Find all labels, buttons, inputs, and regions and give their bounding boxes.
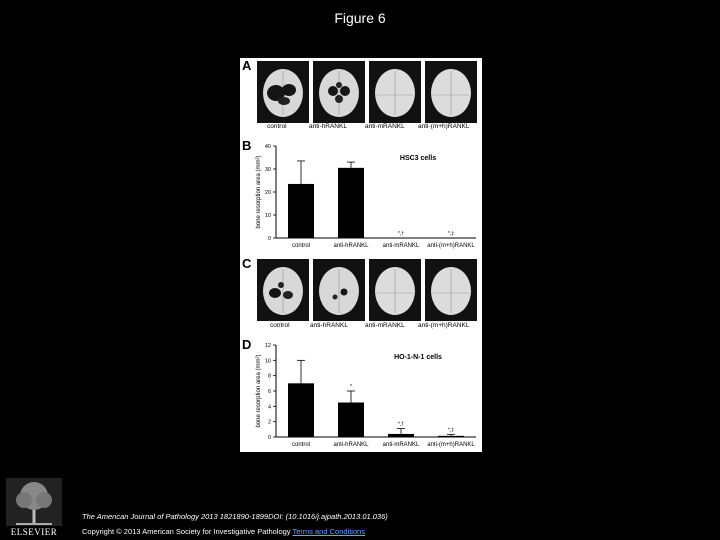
panel-label-b: B [242, 138, 252, 153]
skull-caption-a-4: anti-(m+h)RANKL [418, 123, 470, 130]
skull-images-row-a [257, 61, 479, 123]
y-tick-label: 0 [267, 435, 271, 441]
slide-title: Figure 6 [334, 10, 386, 26]
footer-citation [82, 512, 388, 521]
x-tick-label: anti-mRANKL [382, 243, 420, 249]
skull-image-control [257, 61, 309, 123]
y-tick-label: 10 [264, 358, 271, 365]
y-tick-label: 30 [264, 167, 271, 173]
bar [288, 383, 314, 437]
panel-label-c: C [242, 256, 252, 271]
skull-caption-c-2: anti-hRANKL [310, 322, 348, 329]
bar [388, 434, 414, 437]
bar [288, 184, 314, 238]
significance-mark: *,† [397, 421, 405, 428]
chart-d-svg [240, 337, 482, 452]
skull-caption-a-1: control [267, 123, 287, 130]
bar [338, 168, 364, 238]
significance-mark: *,‡ [447, 427, 455, 434]
y-tick-label: 40 [264, 144, 271, 150]
skull-image-anti-mh-rankl [425, 61, 477, 123]
panel-label-a: A [242, 58, 252, 73]
y-tick-label: 2 [267, 419, 271, 426]
x-tick-label: anti-hRANKL [333, 243, 369, 249]
panel-label-d: D [242, 337, 252, 352]
y-tick-label: 12 [264, 343, 271, 349]
x-tick-label: control [291, 442, 311, 448]
significance-mark: * [350, 384, 352, 390]
skull-caption-a-2: anti-hRANKL [309, 123, 347, 130]
chart-title: HSC3 cells [399, 155, 437, 162]
figure-panel [240, 58, 482, 452]
skull-image-anti-hrankl [313, 61, 365, 123]
y-tick-label: 0 [267, 236, 271, 242]
skull-caption-c-1: control [270, 322, 290, 329]
skull-caption-c-3: anti-mRANKL [365, 322, 405, 329]
skull-image-control [257, 259, 309, 321]
skull-image-anti-mrankl [369, 61, 421, 123]
x-tick-label: anti-(m+h)RANKL [427, 442, 475, 448]
y-tick-label: 20 [264, 190, 271, 196]
x-tick-label: anti-(m+h)RANKL [427, 243, 475, 249]
skull-image-anti-mrankl [369, 259, 421, 321]
chart-b-svg [240, 138, 482, 253]
elsevier-logo-text: ELSEVIER [10, 527, 58, 537]
skull-image-anti-mh-rankl [425, 259, 477, 321]
chart-title: HO-1-N-1 cells [394, 354, 442, 361]
x-tick-label: anti-mRANKL [382, 442, 420, 448]
x-tick-label: control [291, 243, 311, 249]
footer-copyright [82, 527, 365, 536]
significance-mark: *,‡ [447, 231, 455, 237]
footer-citation-text: The American Journal of Pathology 2013 1821890-1899DOI: (10.1016/j.ajpath.2013.01.036) [82, 512, 388, 521]
terms-link[interactable]: Terms and Conditions [292, 527, 366, 536]
y-tick-label: 8 [267, 373, 271, 380]
y-tick-label: 10 [264, 213, 271, 219]
significance-mark: *,† [397, 231, 405, 237]
skull-image-anti-hrankl [313, 259, 365, 321]
skull-images-row-c [257, 259, 479, 321]
bar [338, 403, 364, 438]
bar [438, 436, 464, 437]
y-tick-label: 6 [267, 389, 271, 395]
y-axis-label: bone resorption area (mm²) [256, 354, 262, 428]
y-axis-label: bone resorption area (mm²) [256, 155, 262, 229]
y-tick-label: 4 [267, 404, 271, 411]
footer-copyright-text: Copyright © 2013 American Society for Investigative Pathology [82, 527, 293, 536]
x-tick-label: anti-hRANKL [333, 442, 369, 448]
skull-caption-c-4: anti-(m+h)RANKL [418, 322, 470, 329]
skull-caption-a-3: anti-mRANKL [365, 123, 405, 130]
